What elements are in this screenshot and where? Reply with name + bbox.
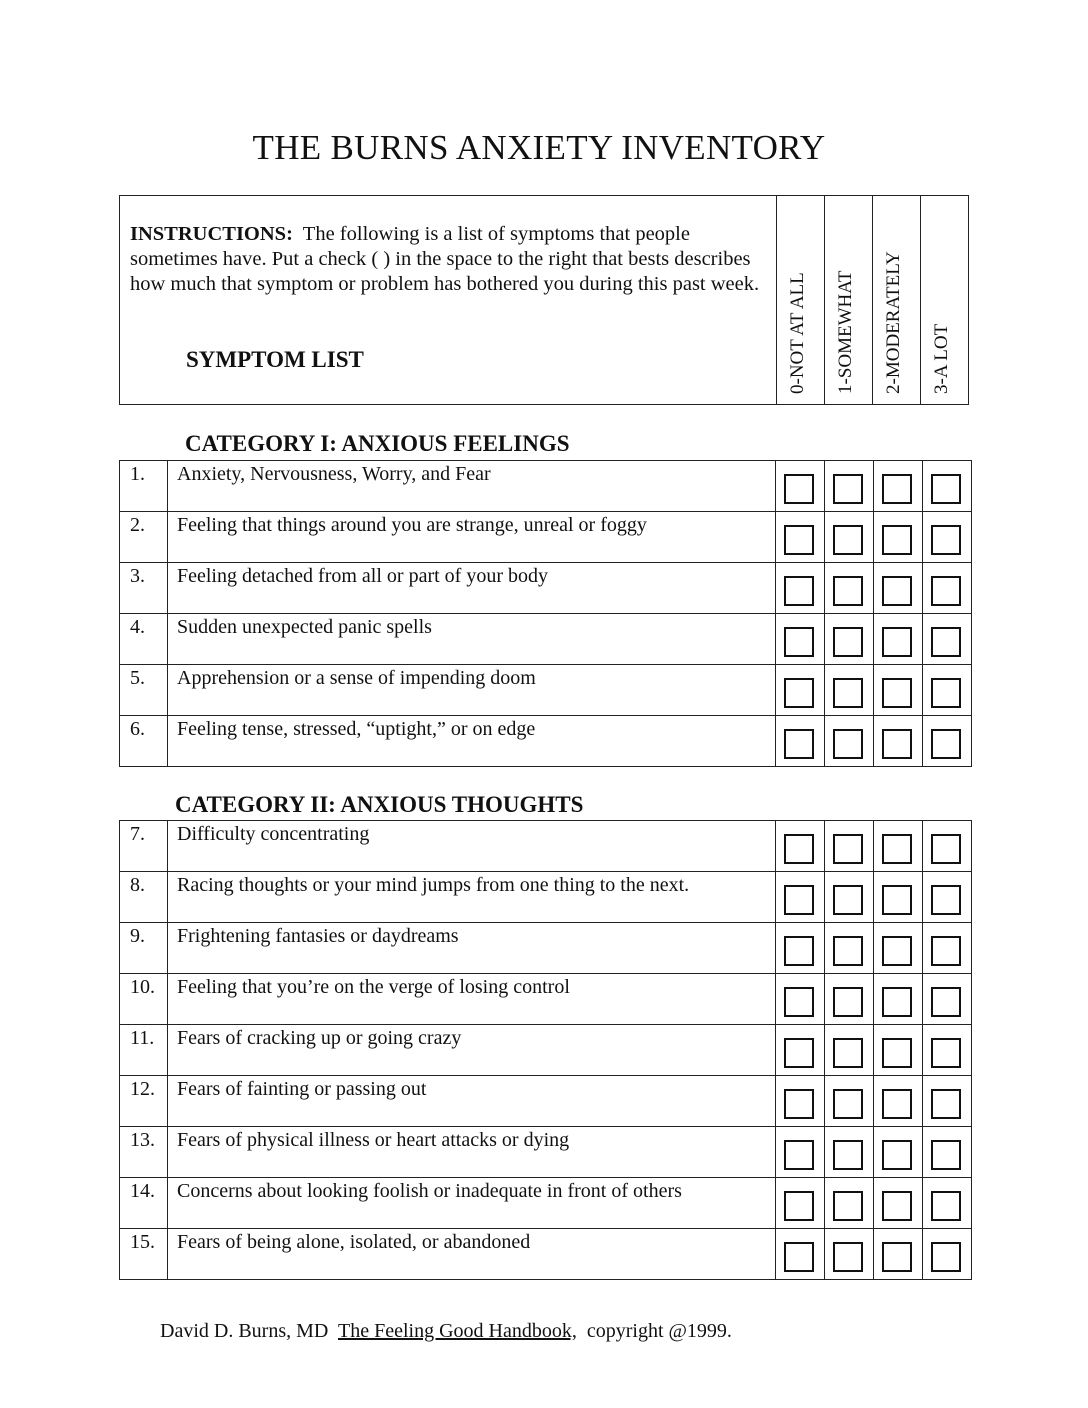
instructions-text [130, 222, 760, 297]
rating-checkbox-0[interactable] [784, 678, 814, 708]
item-number: 8. [120, 872, 168, 923]
rating-checkbox-2[interactable] [882, 525, 912, 555]
rating-cell-0 [776, 974, 825, 1025]
rating-checkbox-1[interactable] [833, 1140, 863, 1170]
rating-cell-2 [874, 821, 923, 872]
item-text: Anxiety, Nervousness, Worry, and Fear [168, 461, 776, 512]
rating-cell-0 [776, 1178, 825, 1229]
rating-checkbox-0[interactable] [784, 987, 814, 1017]
rating-cell-3 [923, 461, 972, 512]
rating-checkbox-0[interactable] [784, 936, 814, 966]
category-1-table [119, 460, 972, 767]
rating-checkbox-1[interactable] [833, 936, 863, 966]
rating-checkbox-3[interactable] [931, 729, 961, 759]
page-title: THE BURNS ANXIETY INVENTORY [252, 128, 826, 167]
rating-cell-1 [825, 923, 874, 974]
rating-cell-3 [923, 1178, 972, 1229]
item-number: 1. [120, 461, 168, 512]
rating-cell-1 [825, 821, 874, 872]
rating-checkbox-2[interactable] [882, 729, 912, 759]
rating-checkbox-0[interactable] [784, 1242, 814, 1272]
rating-checkbox-3[interactable] [931, 576, 961, 606]
rating-checkbox-2[interactable] [882, 627, 912, 657]
rating-checkbox-1[interactable] [833, 474, 863, 504]
rating-checkbox-0[interactable] [784, 1191, 814, 1221]
rating-label-1: 1-SOMEWHAT [835, 270, 856, 394]
symptom-row [120, 923, 972, 974]
item-text: Fears of fainting or passing out [168, 1076, 776, 1127]
rating-cell-2 [874, 1229, 923, 1280]
rating-checkbox-3[interactable] [931, 1242, 961, 1272]
rating-cell-3 [923, 665, 972, 716]
rating-checkbox-2[interactable] [882, 1038, 912, 1068]
item-number: 9. [120, 923, 168, 974]
rating-cell-0 [776, 923, 825, 974]
footer-citation [160, 1320, 732, 1343]
symptom-row [120, 1076, 972, 1127]
item-text: Apprehension or a sense of impending doom [168, 665, 776, 716]
item-text: Fears of being alone, isolated, or abandoned [168, 1229, 776, 1280]
rating-checkbox-1[interactable] [833, 627, 863, 657]
rating-cell-0 [776, 821, 825, 872]
rating-checkbox-2[interactable] [882, 936, 912, 966]
category-1-heading: CATEGORY I: ANXIOUS FEELINGS [185, 431, 570, 456]
rating-checkbox-3[interactable] [931, 525, 961, 555]
item-text: Frightening fantasies or daydreams [168, 923, 776, 974]
footer-copyright: copyright @1999. [586, 1320, 732, 1342]
rating-cell-1 [825, 716, 874, 767]
rating-checkbox-0[interactable] [784, 885, 814, 915]
rating-cell-3 [923, 821, 972, 872]
rating-checkbox-0[interactable] [784, 525, 814, 555]
rating-checkbox-1[interactable] [833, 1038, 863, 1068]
rating-cell-1 [825, 563, 874, 614]
rating-cell-0 [776, 1025, 825, 1076]
rating-checkbox-1[interactable] [833, 576, 863, 606]
rating-cell-1 [825, 461, 874, 512]
rating-cell-2 [874, 512, 923, 563]
rating-cell-0 [776, 614, 825, 665]
symptom-row [120, 872, 972, 923]
rating-cell-1 [825, 1076, 874, 1127]
rating-cell-0 [776, 1229, 825, 1280]
rating-column-2 [872, 196, 921, 404]
rating-cell-1 [825, 1025, 874, 1076]
item-text: Difficulty concentrating [168, 821, 776, 872]
symptom-row [120, 1127, 972, 1178]
item-text: Fears of cracking up or going crazy [168, 1025, 776, 1076]
rating-cell-3 [923, 512, 972, 563]
rating-cell-0 [776, 716, 825, 767]
rating-checkbox-3[interactable] [931, 885, 961, 915]
item-number: 4. [120, 614, 168, 665]
rating-cell-1 [825, 512, 874, 563]
symptom-row [120, 974, 972, 1025]
rating-cell-2 [874, 1076, 923, 1127]
rating-cell-2 [874, 974, 923, 1025]
rating-cell-3 [923, 1025, 972, 1076]
rating-cell-2 [874, 1127, 923, 1178]
item-number: 6. [120, 716, 168, 767]
item-number: 15. [120, 1229, 168, 1280]
rating-cell-3 [923, 1229, 972, 1280]
symptom-row [120, 1178, 972, 1229]
item-text: Feeling that things around you are strange, unreal or foggy [168, 512, 776, 563]
rating-checkbox-0[interactable] [784, 576, 814, 606]
rating-checkbox-0[interactable] [784, 834, 814, 864]
rating-cell-2 [874, 665, 923, 716]
item-text: Fears of physical illness or heart attacks or dying [168, 1127, 776, 1178]
rating-cell-3 [923, 563, 972, 614]
rating-checkbox-2[interactable] [882, 678, 912, 708]
symptom-row [120, 821, 972, 872]
item-text: Sudden unexpected panic spells [168, 614, 776, 665]
footer-author: David D. Burns, MD [160, 1320, 329, 1342]
rating-cell-1 [825, 614, 874, 665]
rating-checkbox-0[interactable] [784, 1038, 814, 1068]
rating-checkbox-3[interactable] [931, 1140, 961, 1170]
rating-column-3 [920, 196, 969, 404]
rating-cell-1 [825, 1229, 874, 1280]
rating-cell-2 [874, 614, 923, 665]
rating-checkbox-0[interactable] [784, 474, 814, 504]
rating-checkbox-3[interactable] [931, 834, 961, 864]
rating-cell-3 [923, 923, 972, 974]
category-2-heading: CATEGORY II: ANXIOUS THOUGHTS [175, 792, 584, 817]
rating-cell-0 [776, 512, 825, 563]
instructions-header [119, 195, 969, 405]
rating-cell-1 [825, 1127, 874, 1178]
rating-cell-2 [874, 1025, 923, 1076]
item-number: 3. [120, 563, 168, 614]
rating-cell-1 [825, 1178, 874, 1229]
footer-book-title: The Feeling Good Handbook, [337, 1320, 577, 1342]
symptom-list-label: SYMPTOM LIST [186, 347, 364, 372]
rating-checkbox-3[interactable] [931, 987, 961, 1017]
rating-checkbox-2[interactable] [882, 885, 912, 915]
rating-checkbox-1[interactable] [833, 987, 863, 1017]
rating-checkbox-2[interactable] [882, 474, 912, 504]
rating-cell-0 [776, 563, 825, 614]
instructions-body: The following is a list of symptoms that people sometimes have. Put a check ( ) in the space to the right that bests describes how much that symptom or problem has bothered you during this past week. [130, 223, 760, 295]
rating-checkbox-0[interactable] [784, 1140, 814, 1170]
rating-cell-3 [923, 614, 972, 665]
rating-checkbox-1[interactable] [833, 729, 863, 759]
rating-checkbox-3[interactable] [931, 1038, 961, 1068]
rating-checkbox-2[interactable] [882, 1191, 912, 1221]
rating-checkbox-0[interactable] [784, 1089, 814, 1119]
symptom-row [120, 1025, 972, 1076]
item-number: 2. [120, 512, 168, 563]
rating-checkbox-0[interactable] [784, 627, 814, 657]
symptom-row [120, 461, 972, 512]
rating-column-1 [824, 196, 873, 404]
instructions-label: INSTRUCTIONS: [130, 223, 293, 245]
rating-checkbox-3[interactable] [931, 1089, 961, 1119]
rating-cell-2 [874, 716, 923, 767]
rating-cell-2 [874, 461, 923, 512]
rating-label-0: 0-NOT AT ALL [787, 272, 808, 394]
rating-checkbox-3[interactable] [931, 627, 961, 657]
rating-cell-3 [923, 1076, 972, 1127]
rating-cell-2 [874, 1178, 923, 1229]
rating-cell-2 [874, 872, 923, 923]
item-text: Racing thoughts or your mind jumps from one thing to the next. [168, 872, 776, 923]
rating-cell-1 [825, 872, 874, 923]
rating-checkbox-1[interactable] [833, 1242, 863, 1272]
rating-checkbox-0[interactable] [784, 729, 814, 759]
rating-cell-0 [776, 461, 825, 512]
item-number: 12. [120, 1076, 168, 1127]
item-text: Feeling that you’re on the verge of losing control [168, 974, 776, 1025]
item-text: Concerns about looking foolish or inadequate in front of others [168, 1178, 776, 1229]
rating-checkbox-3[interactable] [931, 678, 961, 708]
symptom-row [120, 716, 972, 767]
rating-checkbox-1[interactable] [833, 525, 863, 555]
rating-cell-1 [825, 665, 874, 716]
rating-column-0 [776, 196, 825, 404]
rating-checkbox-2[interactable] [882, 1242, 912, 1272]
rating-cell-0 [776, 1127, 825, 1178]
rating-label-3: 3-A LOT [931, 323, 952, 394]
rating-checkbox-2[interactable] [882, 834, 912, 864]
rating-checkbox-3[interactable] [931, 936, 961, 966]
rating-cell-0 [776, 872, 825, 923]
rating-checkbox-2[interactable] [882, 576, 912, 606]
symptom-row [120, 614, 972, 665]
item-number: 11. [120, 1025, 168, 1076]
symptom-row [120, 1229, 972, 1280]
rating-cell-3 [923, 974, 972, 1025]
rating-cell-3 [923, 1127, 972, 1178]
symptom-row [120, 665, 972, 716]
rating-checkbox-3[interactable] [931, 474, 961, 504]
rating-cell-1 [825, 974, 874, 1025]
item-number: 13. [120, 1127, 168, 1178]
rating-label-2: 2-MODERATELY [883, 251, 904, 394]
rating-checkbox-1[interactable] [833, 1191, 863, 1221]
rating-checkbox-1[interactable] [833, 1089, 863, 1119]
rating-cell-2 [874, 563, 923, 614]
rating-cell-3 [923, 872, 972, 923]
item-text: Feeling detached from all or part of your body [168, 563, 776, 614]
item-number: 10. [120, 974, 168, 1025]
item-number: 7. [120, 821, 168, 872]
rating-cell-0 [776, 1076, 825, 1127]
rating-checkbox-3[interactable] [931, 1191, 961, 1221]
item-text: Feeling tense, stressed, “uptight,” or on edge [168, 716, 776, 767]
item-number: 14. [120, 1178, 168, 1229]
rating-checkbox-2[interactable] [882, 987, 912, 1017]
rating-checkbox-2[interactable] [882, 1140, 912, 1170]
rating-cell-2 [874, 923, 923, 974]
rating-checkbox-1[interactable] [833, 885, 863, 915]
category-2-table [119, 820, 972, 1280]
item-number: 5. [120, 665, 168, 716]
symptom-row [120, 512, 972, 563]
rating-cell-0 [776, 665, 825, 716]
rating-checkbox-2[interactable] [882, 1089, 912, 1119]
symptom-row [120, 563, 972, 614]
rating-checkbox-1[interactable] [833, 678, 863, 708]
rating-checkbox-1[interactable] [833, 834, 863, 864]
rating-cell-3 [923, 716, 972, 767]
